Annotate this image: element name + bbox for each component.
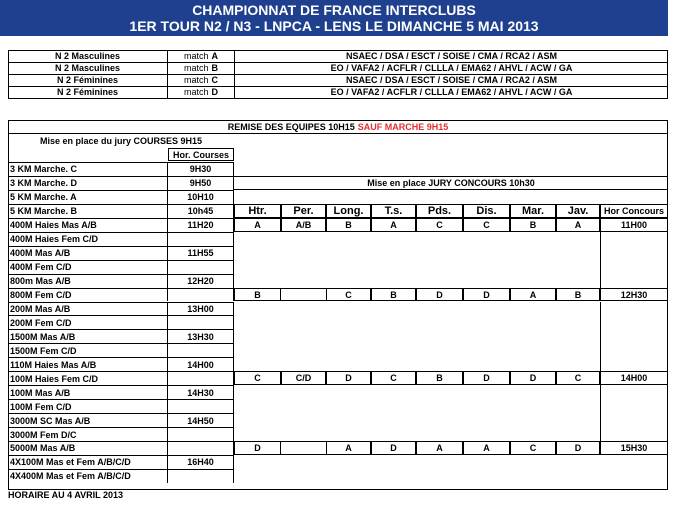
concours-value: B — [371, 288, 416, 302]
event-time — [168, 288, 234, 302]
concours-header: Pds. — [416, 204, 463, 218]
hor-concours-block — [600, 385, 668, 441]
event-name: 800m Mas A/B — [8, 274, 168, 288]
concours-value: C — [510, 441, 556, 455]
concours-value: C/D — [281, 371, 326, 385]
hor-courses-header: Hor. Courses — [168, 148, 234, 161]
match-letter: A — [211, 51, 218, 61]
hor-concours-block — [600, 232, 668, 288]
event-name: 200M Fem C/D — [8, 315, 168, 329]
concours-value: A — [510, 288, 556, 302]
event-time — [168, 371, 234, 385]
concours-header: Per. — [281, 204, 326, 218]
concours-value: D — [326, 371, 371, 385]
event-time — [168, 399, 234, 413]
match-label — [168, 50, 235, 62]
event-name: 200M Mas A/B — [8, 302, 168, 316]
title-banner — [0, 0, 668, 36]
event-name: 1500M Fem C/D — [8, 343, 168, 357]
concours-value: D — [371, 441, 416, 455]
concours-value: A/B — [281, 218, 326, 232]
concours-value: B — [416, 371, 463, 385]
event-time — [168, 469, 234, 483]
concours-value: A — [556, 218, 600, 232]
concours-hor: 14H00 — [600, 371, 668, 385]
event-name: 100M Mas A/B — [8, 385, 168, 399]
event-name: 3000M SC Mas A/B — [8, 413, 168, 427]
concours-value: B — [326, 218, 371, 232]
concours-value: A — [234, 218, 281, 232]
event-name: 400M Fem C/D — [8, 260, 168, 274]
concours-hor: 12H30 — [600, 288, 668, 302]
concours-value — [281, 288, 326, 302]
event-name: 4X100M Mas et Fem A/B/C/D — [8, 455, 168, 469]
title-line-1: CHAMPIONNAT DE FRANCE INTERCLUBS — [192, 2, 476, 18]
concours-value: A — [326, 441, 371, 455]
concours-value: D — [556, 441, 600, 455]
match-letter: D — [211, 87, 218, 97]
remise-exception: SAUF MARCHE 9H15 — [357, 122, 449, 132]
event-name: 400M Haies Fem C/D — [8, 232, 168, 246]
match-word: match — [183, 87, 209, 97]
event-time — [168, 232, 234, 246]
remise-main: REMISE DES EQUIPES 10H15 — [227, 122, 355, 132]
concours-value: B — [556, 288, 600, 302]
match-label — [168, 74, 235, 86]
concours-header: Jav. — [556, 204, 600, 218]
hor-concours-block — [600, 302, 668, 372]
jury-courses-label: Mise en place du jury COURSES 9H15 — [40, 135, 203, 146]
event-time: 14H00 — [168, 357, 234, 371]
match-category: N 2 Féminines — [8, 74, 168, 86]
match-clubs: EO / VAFA2 / ACFLR / CLLLA / EMA62 / AHVL / ACW / GA — [330, 87, 573, 97]
concours-value: D — [234, 441, 281, 455]
concours-header: Dis. — [463, 204, 510, 218]
event-time: 12H20 — [168, 274, 234, 288]
concours-header: Mar. — [510, 204, 556, 218]
event-time: 11H55 — [168, 246, 234, 260]
concours-value: D — [416, 288, 463, 302]
event-time: 13H30 — [168, 329, 234, 343]
match-category: N 2 Féminines — [8, 86, 168, 98]
concours-value: A — [371, 218, 416, 232]
footer-note: HORAIRE AU 4 AVRIL 2013 — [8, 490, 124, 500]
event-name: 5000M Mas A/B — [8, 441, 168, 455]
event-time: 13H00 — [168, 302, 234, 316]
event-name: 3 KM Marche. C — [8, 162, 168, 176]
concours-header: Htr. — [234, 204, 281, 218]
event-time: 9H50 — [168, 176, 234, 190]
match-word: match — [183, 75, 209, 85]
match-label — [168, 62, 235, 74]
match-category: N 2 Masculines — [8, 62, 168, 74]
match-label — [168, 86, 235, 98]
event-name: 5 KM Marche. A — [8, 190, 168, 204]
concours-value: B — [510, 218, 556, 232]
concours-value: B — [234, 288, 281, 302]
concours-value: D — [463, 288, 510, 302]
event-time — [168, 441, 234, 455]
concours-value: D — [463, 371, 510, 385]
event-time: 10h45 — [168, 204, 234, 218]
event-name: 3000M Fem D/C — [8, 427, 168, 441]
concours-value: C — [463, 218, 510, 232]
concours-header: Hor Concours — [600, 204, 668, 218]
concours-value: A — [463, 441, 510, 455]
remise-text — [8, 120, 668, 134]
concours-value: C — [371, 371, 416, 385]
event-time — [168, 315, 234, 329]
concours-value: C — [234, 371, 281, 385]
event-name: 4X400M Mas et Fem A/B/C/D — [8, 469, 168, 483]
concours-hor: 11H00 — [600, 218, 668, 232]
event-time — [168, 427, 234, 441]
event-name: 400M Haies Mas A/B — [8, 218, 168, 232]
title-line-2: 1ER TOUR N2 / N3 - LNPCA - LENS LE DIMANCHE 5 MAI 2013 — [129, 18, 539, 34]
event-name: 5 KM Marche. B — [8, 204, 168, 218]
match-word: match — [183, 63, 209, 73]
event-name: 3 KM Marche. D — [8, 176, 168, 190]
jury-concours-label: Mise en place JURY CONCOURS 10h30 — [234, 176, 668, 190]
match-letter: B — [211, 63, 218, 73]
concours-value — [281, 441, 326, 455]
match-clubs: NSAEC / DSA / ESCT / SOISE / CMA / RCA2 / ASM — [345, 75, 558, 85]
event-name: 400M Mas A/B — [8, 246, 168, 260]
concours-header: T.s. — [371, 204, 416, 218]
concours-value: A — [416, 441, 463, 455]
event-name: 100M Haies Fem C/D — [8, 371, 168, 385]
event-name: 110M Haies Mas A/B — [8, 357, 168, 371]
concours-value: D — [510, 371, 556, 385]
match-word: match — [183, 51, 209, 61]
match-letter: C — [211, 75, 218, 85]
concours-value: C — [416, 218, 463, 232]
match-category: N 2 Masculines — [8, 50, 168, 62]
match-clubs: EO / VAFA2 / ACFLR / CLLLA / EMA62 / AHVL / ACW / GA — [330, 63, 573, 73]
event-time: 16H40 — [168, 455, 234, 469]
concours-value: C — [556, 371, 600, 385]
event-name: 800M Fem C/D — [8, 288, 168, 302]
event-name: 100M Fem C/D — [8, 399, 168, 413]
concours-hor: 15H30 — [600, 441, 668, 455]
concours-value: C — [326, 288, 371, 302]
event-time — [168, 343, 234, 357]
event-time — [168, 260, 234, 274]
event-time: 14H30 — [168, 385, 234, 399]
event-name: 1500M Mas A/B — [8, 329, 168, 343]
match-clubs: NSAEC / DSA / ESCT / SOISE / CMA / RCA2 / ASM — [345, 51, 558, 61]
concours-header: Long. — [326, 204, 371, 218]
event-time: 9H30 — [168, 162, 234, 176]
event-time: 11H20 — [168, 218, 234, 232]
event-time: 10H10 — [168, 190, 234, 204]
event-time: 14H50 — [168, 413, 234, 427]
